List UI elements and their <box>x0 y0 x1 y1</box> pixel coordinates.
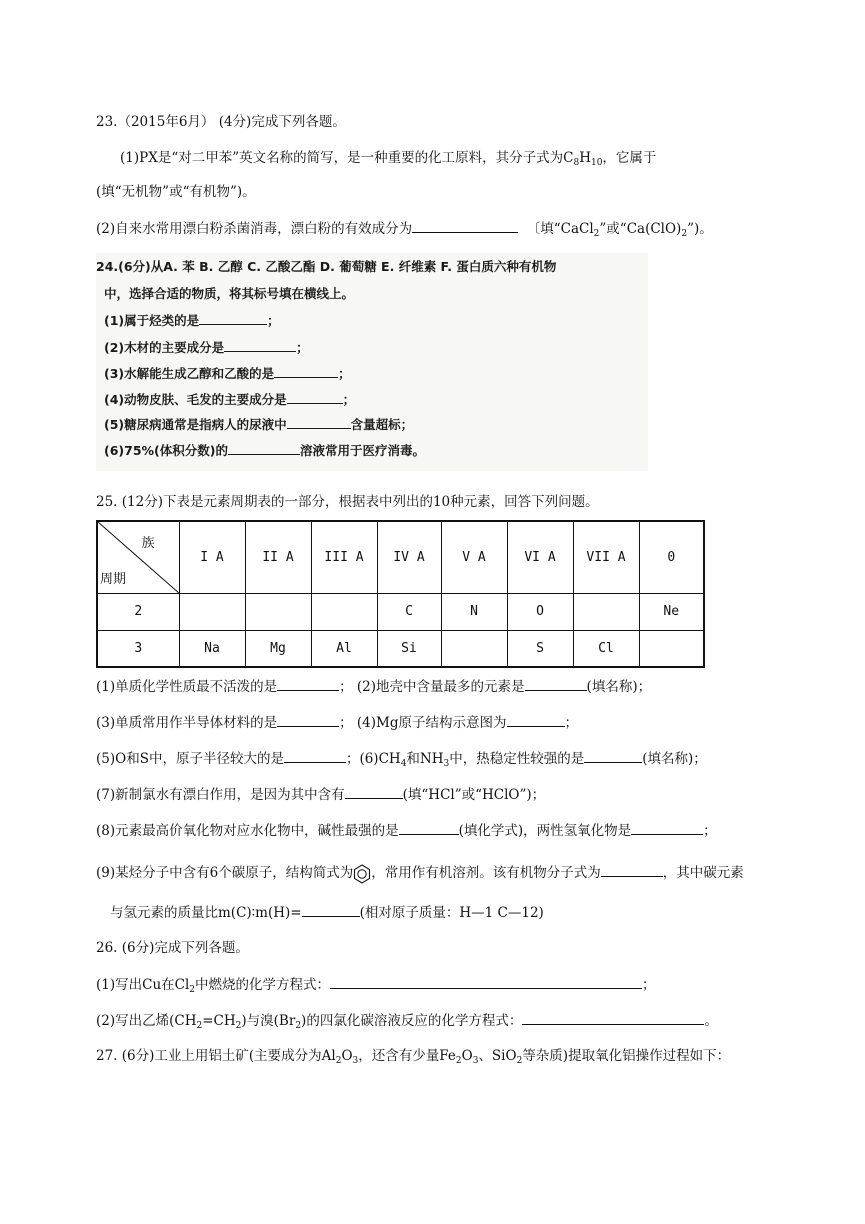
q25-line-6: (9)某烃分子中含有6个碳原子，结构简式为 ，常用作有机溶剂。该有机物分子式为 ，其中碳元素 <box>96 862 744 884</box>
answer-blank[interactable] <box>274 364 338 378</box>
answer-blank[interactable] <box>287 390 343 404</box>
q24-item-4: (4)动物皮肤、毛发的主要成分是 ； <box>104 392 356 407</box>
answer-blank[interactable] <box>228 441 300 455</box>
group-header: I A <box>179 521 245 593</box>
element-cell <box>179 593 245 630</box>
element-cell: Ne <box>639 593 704 630</box>
answer-blank[interactable] <box>522 1010 704 1025</box>
table-row <box>97 630 704 667</box>
q24-instruction: 中，选择合适的物质，将其标号填在横线上。 <box>104 286 355 301</box>
table-row <box>97 593 704 630</box>
group-header: 0 <box>639 521 704 593</box>
group-label: 族 <box>141 536 155 551</box>
table-corner-cell <box>97 521 179 593</box>
q24-item-1: (1)属于烃类的是 ； <box>104 313 280 328</box>
element-cell <box>311 593 377 630</box>
answer-blank[interactable] <box>330 974 642 989</box>
q26-title: 26. (6分)完成下列各题。 <box>96 940 249 956</box>
q23-part1-line1: (1)PX是“对二甲苯”英文名称的简写，是一种重要的化工原料，其分子式为$C_8H_{10}$，它属于 <box>120 150 657 168</box>
period-cell: 3 <box>97 630 179 667</box>
answer-blank[interactable] <box>284 748 346 763</box>
element-cell: Mg <box>245 630 311 667</box>
group-header: VI A <box>507 521 573 593</box>
q24-heading: 24.(6分)从A. 苯 B. 乙醇 C. 乙酸乙酯 D. 葡萄糖 E. 纤维素 F. 蛋白质六种有机物 <box>96 259 557 274</box>
answer-blank[interactable] <box>507 712 565 727</box>
element-cell: C <box>377 593 441 630</box>
answer-blank[interactable] <box>287 415 351 429</box>
q24-item-6: (6)75%(体积分数)的 溶液常用于医疗消毒。 <box>104 443 425 458</box>
element-cell <box>441 630 507 667</box>
q26-line-2: (2)写出乙烯$(CH_2=CH_2)$与溴$(Br_2)$的四氯化碳溶液反应的化学方程式： 。 <box>96 1010 718 1036</box>
element-cell: O <box>507 593 573 630</box>
element-cell: Si <box>377 630 441 667</box>
element-cell: Al <box>311 630 377 667</box>
answer-blank[interactable] <box>345 784 403 799</box>
periodic-table <box>96 520 705 668</box>
q23-part1-line2: (填“无机物”或“有机物”)。 <box>96 184 256 200</box>
group-header: II A <box>245 521 311 593</box>
q24-item-2: (2)木材的主要成分是 ； <box>104 340 309 355</box>
benzene-ring-icon <box>353 864 371 884</box>
period-cell: 2 <box>97 593 179 630</box>
element-cell: S <box>507 630 573 667</box>
q25-line-3: (5)O和S中，原子半径较大的是 ；$(6)CH_4$和$NH_3$中，热稳定性较强的是 (填名称)； <box>96 748 707 774</box>
q25-line-2: (3)单质常用作半导体材料的是 ； (4)Mg原子结构示意图为 ； <box>96 712 578 733</box>
q25-line-5: (8)元素最高价氧化物对应水化物中，碱性最强的是 (填化学式)，两性氢氧化物是 ； <box>96 820 717 841</box>
answer-blank[interactable] <box>302 902 360 917</box>
q26-line-1: (1)写出Cu在$Cl_2$中燃烧的化学方程式： ； <box>96 974 656 1000</box>
group-header: V A <box>441 521 507 593</box>
q27-line-1: 27. (6分)工业上用铝土矿(主要成分为$Al_2O_3$，还含有少量$Fe_2O_3$、SiO$_2$等杂质)提取氧化铝操作过程如下： <box>96 1048 731 1066</box>
q23-title: 23.（2015年6月） (4分)完成下列各题。 <box>96 114 346 130</box>
answer-blank[interactable] <box>399 820 459 835</box>
q23-part2: (2)自来水常用漂白粉杀菌消毒，漂白粉的有效成分为 〔填“CaCl$_2$”或“$Ca(ClO)_2$”)。 <box>96 218 713 244</box>
q24-item-3: (3)水解能生成乙醇和乙酸的是 ； <box>104 366 351 381</box>
element-cell <box>639 630 704 667</box>
answer-blank[interactable] <box>224 338 296 352</box>
group-header: III A <box>311 521 377 593</box>
element-cell <box>573 593 639 630</box>
answer-blank[interactable] <box>525 676 587 691</box>
q25-title: 25. (12分)下表是元素周期表的一部分，根据表中列出的10种元素，回答下列问题。 <box>96 494 599 510</box>
element-cell: N <box>441 593 507 630</box>
answer-blank[interactable] <box>412 218 518 233</box>
group-header: IV A <box>377 521 441 593</box>
q25-line-4: (7)新制氯水有漂白作用，是因为其中含有 (填“HCl”或“HClO”)； <box>96 784 545 805</box>
q25-line-7: 与氢元素的质量比m(C)∶m(H)= (相对原子质量：H—1 C—12) <box>110 902 544 923</box>
q24-scanned-block <box>96 253 648 471</box>
element-cell: Cl <box>573 630 639 667</box>
element-cell: Na <box>179 630 245 667</box>
answer-blank[interactable] <box>601 862 663 877</box>
answer-blank[interactable] <box>277 676 339 691</box>
q24-item-5: (5)糖尿病通常是指病人的尿液中 含量超标； <box>104 417 414 432</box>
answer-blank[interactable] <box>277 712 339 727</box>
answer-blank[interactable] <box>199 311 267 325</box>
group-header: VII A <box>573 521 639 593</box>
answer-blank[interactable] <box>584 748 642 763</box>
element-cell <box>245 593 311 630</box>
answer-blank[interactable] <box>631 820 703 835</box>
q25-line-1: (1)单质化学性质最不活泼的是 ； (2)地壳中含量最多的元素是 (填名称)； <box>96 676 651 697</box>
period-label: 周期 <box>100 571 127 587</box>
